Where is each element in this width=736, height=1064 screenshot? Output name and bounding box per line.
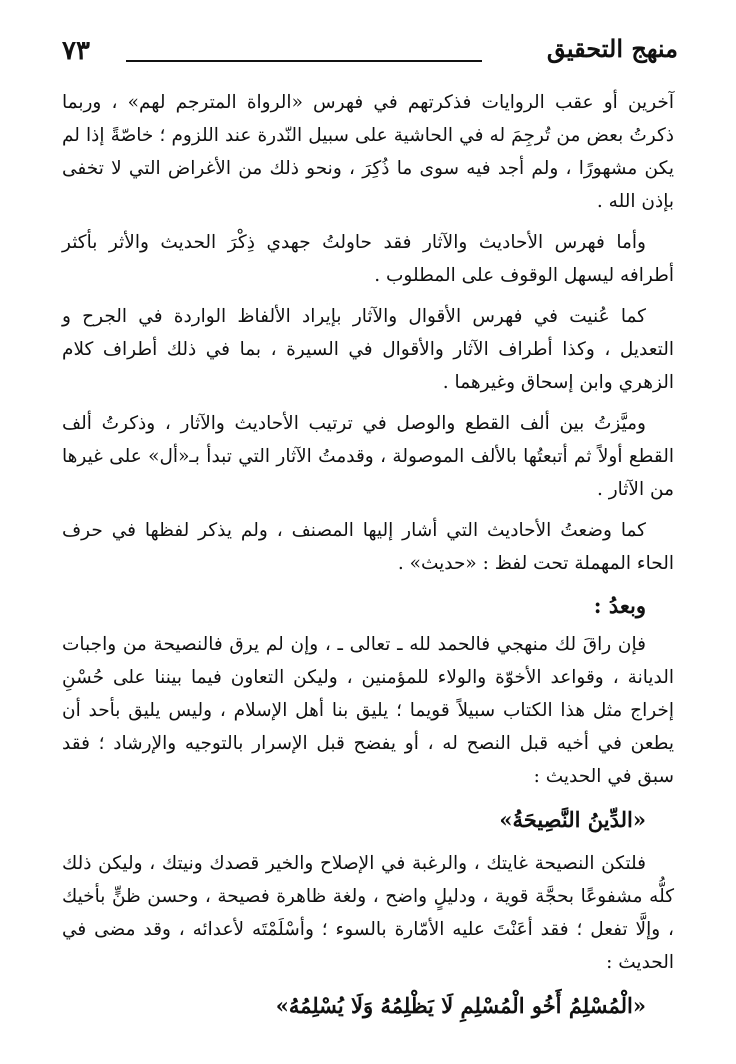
running-title: منهج التحقيق (546, 34, 678, 63)
page-body (62, 86, 674, 1033)
section-heading: وبعدُ : (593, 593, 646, 618)
paragraph-continuation: آخرين أو عقب الروايات فذكرتهم في فهرس «الرواة المترجم لهم» ، وربما ذكرتُ بعض من تُرجِمَ له في الحاشية على سبيل النّدرة عند اللزوم ؛ خاصّةً إذا لم يكن مشهورًا ، ولم أجد فيه سوى ما ذُكِرَ ، ونحو ذلك من الأغراض التي لا تخفى بإذن الله . (62, 92, 674, 212)
page-number: ٧٣ (62, 36, 90, 66)
header-rule (126, 60, 482, 62)
hadith-quote: «الْمُسْلِمُ أَخُو الْمُسْلِمِ لَا يَظْلِمُهُ وَلَا يُسْلِمُهُ» (275, 993, 646, 1018)
paragraph-advice: فإن راقَ لك منهجي فالحمد لله ـ تعالى ـ ، وإن لم يرق فالنصيحة من واجبات الديانة ، وقواعد الأخوّة والولاء للمؤمنين ، وليكن التعاون فيما بيننا على حُسْنِ إخراج مثل هذا الكتاب سبيلاً قويما ؛ يليق بنا أهل الإسلام ، وليس يليق بأحد أن يطعن في أخيه قبل النصح له ، أو يفضح قبل الإسرار بالتوجيه والإرشاد ؛ فقد سبق في الحديث : (62, 634, 674, 787)
paragraph-sincerity: فلتكن النصيحة غايتك ، والرغبة في الإصلاح والخير قصدك ونيتك ، وليكن ذلك كلُّه مشفوعًا بحجَّة قوية ، ودليلٍ واضح ، ولغة ظاهرة فصيحة ، وحسن ظنٍّ بأخيك ، وإلَّا تفعل ؛ فقد أعَنْتَ عليه الأمّارة بالسوء ؛ وأسْلَمْتَه لأعدائه ، وقد مضى في الحديث : (62, 853, 674, 973)
page-header (62, 30, 678, 74)
paragraph-sayings-index: كما عُنيت في فهرس الأقوال والآثار بإيراد الألفاظ الواردة في الجرح و التعديل ، وكذا أطراف الآثار والأقوال في السيرة ، بما في ذلك أطراف كلام الزهري وابن إسحاق وغيرهما . (62, 306, 674, 393)
hadith-quote: «الدِّينُ النَّصِيحَةُ» (499, 807, 646, 832)
paragraph-referenced-hadith: كما وضعتُ الأحاديث التي أشار إليها المصنف ، ولم يذكر لفظها في حرف الحاء المهملة تحت لفظ : «حديث» . (62, 520, 674, 574)
paragraph-hadith-index: وأما فهرس الأحاديث والآثار فقد حاولتُ جهدي ذِكْرَ الحديث والأثر بأكثر أطرافه ليسهل الوقوف على المطلوب . (62, 232, 674, 286)
paragraph-alif-ordering: وميَّزتُ بين ألف القطع والوصل في ترتيب الأحاديث والآثار ، وذكرتُ ألف القطع أولاً ثم أتبعتُها بالألف الموصولة ، وقدمتُ الآثار التي تبدأ بـ«أل» على غيرها من الآثار . (62, 413, 674, 500)
